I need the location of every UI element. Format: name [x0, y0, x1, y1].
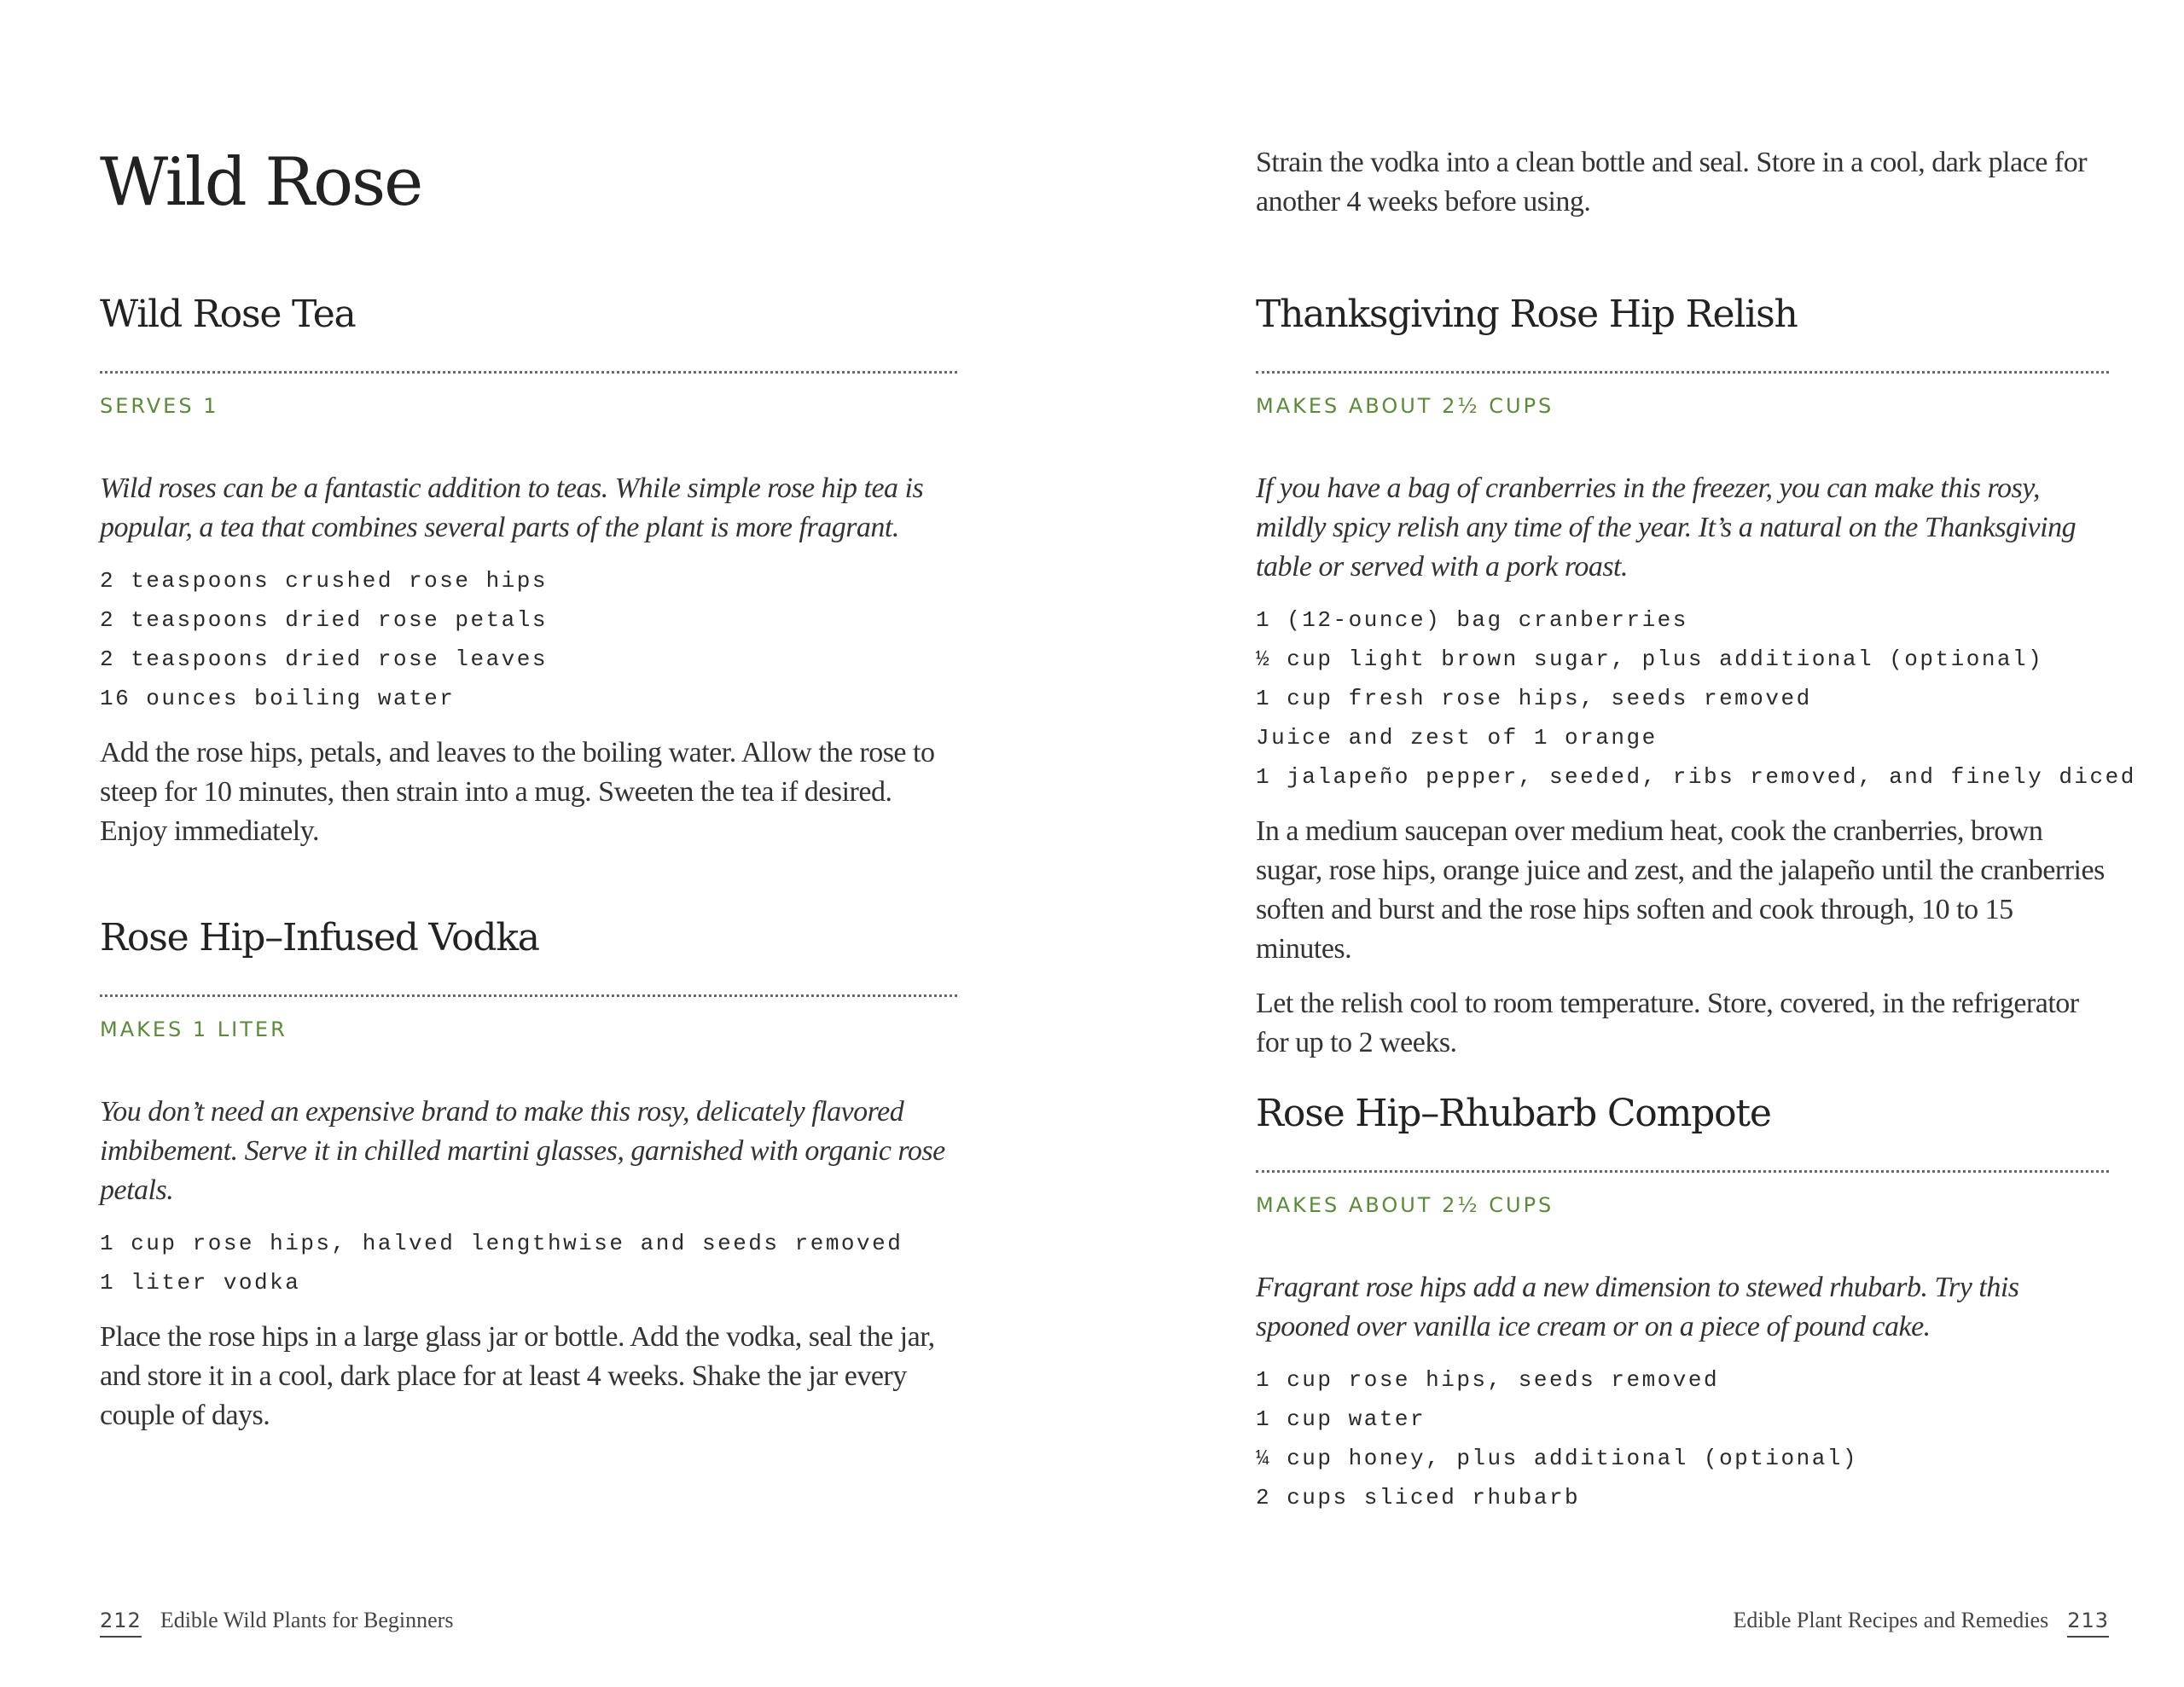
ingredient-item: 2 teaspoons dried rose petals — [100, 607, 548, 634]
recipe-thanksgiving-rose-hip-relish — [1256, 293, 2136, 1063]
recipe-intro: If you have a bag of cranberries in the freezer, you can make this rosy, mildly spicy relish any time of the year. It’s a natural on the Thanksgiving table or served with a pork roast. — [1256, 472, 2077, 583]
recipe-method: Let the relish cool to room temperature. Store, covered, in the refrigerator for up to 2 weeks. — [1256, 988, 2079, 1059]
recipe-method: Place the rose hips in a large glass jar or bottle. Add the vodka, seal the jar, and store it in a cool, dark place for at least 4 weeks. Shake the jar every couple of days. — [100, 1321, 935, 1432]
recipe-wild-rose-tea — [100, 294, 957, 851]
recipe-yield: SERVES 1 — [100, 394, 219, 419]
ingredient-item: 16 ounces boiling water — [100, 686, 456, 712]
dotted-divider — [1256, 371, 2109, 374]
ingredient-list — [1256, 1360, 2109, 1517]
dotted-divider — [100, 371, 957, 374]
chapter-title: Wild Rose — [100, 144, 422, 221]
recipe-yield: MAKES 1 LITER — [100, 1017, 288, 1042]
page-number: 213 — [2067, 1609, 2109, 1638]
recipe-title: Thanksgiving Rose Hip Relish — [1256, 293, 1798, 336]
recipe-rose-hip-infused-vodka — [100, 918, 957, 1435]
recipe-intro: You don’t need an expensive brand to make this rosy, delicately flavored imbibement. Serve it in chilled martini glasses, garnished with organic rose petals. — [100, 1096, 945, 1207]
recipe-title: Rose Hip–Rhubarb Compote — [1256, 1092, 1771, 1135]
ingredient-item: 2 teaspoons dried rose leaves — [100, 646, 548, 673]
ingredient-item: 2 teaspoons crushed rose hips — [100, 568, 548, 594]
right-page — [1256, 0, 2136, 1687]
ingredient-item: 1 liter vodka — [100, 1270, 301, 1296]
page-footer — [1734, 1608, 2110, 1638]
recipe-yield: MAKES ABOUT 2½ CUPS — [1256, 1193, 1554, 1218]
dotted-divider — [100, 994, 957, 997]
recipe-method: Add the rose hips, petals, and leaves to the boiling water. Allow the rose to steep for 10 minutes, then strain into a mug. Sweeten the tea if desired. Enjoy immediately. — [100, 737, 935, 848]
ingredient-item: 1 (12-ounce) bag cranberries — [1256, 607, 1688, 634]
recipe-yield: MAKES ABOUT 2½ CUPS — [1256, 394, 1554, 419]
ingredient-item: 1 cup fresh rose hips, seeds removed — [1256, 686, 1812, 712]
section-title: Edible Plant Recipes and Remedies — [1733, 1608, 2049, 1632]
recipe-title: Rose Hip–Infused Vodka — [100, 916, 539, 959]
recipe-intro: Fragrant rose hips add a new dimension to stewed rhubarb. Try this spooned over vanilla ice cream or on a piece of pound cake. — [1256, 1272, 2019, 1343]
ingredient-list — [100, 561, 957, 718]
page-number: 212 — [100, 1609, 142, 1638]
ingredient-item: 1 cup rose hips, halved lengthwise and seeds removed — [100, 1231, 903, 1257]
ingredient-item: Juice and zest of 1 orange — [1256, 725, 1658, 751]
recipe-method: In a medium saucepan over medium heat, cook the cranberries, brown sugar, rose hips, orange juice and zest, and the jalapeño until the cranberries soften and burst and the rose hips soften and cook through, 10 to 15 minutes. — [1256, 815, 2105, 965]
ingredient-list — [1256, 600, 2136, 797]
recipe-rose-hip-rhubarb-compote — [1256, 1093, 2109, 1517]
ingredient-item: ¼ cup honey, plus additional (optional) — [1256, 1446, 1858, 1472]
page-footer — [100, 1608, 453, 1638]
recipe-title: Wild Rose Tea — [100, 293, 356, 336]
recipe-intro: Wild roses can be a fantastic addition to teas. While simple rose hip tea is popular, a tea that combines several parts of the plant is more fragrant. — [100, 472, 924, 544]
ingredient-item: 1 cup rose hips, seeds removed — [1256, 1367, 1720, 1394]
ingredient-item: ½ cup light brown sugar, plus additional (optional) — [1256, 646, 2044, 673]
ingredient-item: 2 cups sliced rhubarb — [1256, 1485, 1581, 1511]
book-title: Edible Wild Plants for Beginners — [160, 1608, 454, 1632]
dotted-divider — [1256, 1170, 2109, 1173]
left-page — [100, 0, 957, 1687]
ingredient-item: 1 cup water — [1256, 1406, 1426, 1433]
ingredient-list — [100, 1224, 957, 1302]
ingredient-item: 1 jalapeño pepper, seeded, ribs removed, and finely diced — [1256, 764, 2136, 791]
continued-text: Strain the vodka into a clean bottle and seal. Store in a cool, dark place for another 4 weeks before using. — [1256, 147, 2088, 217]
